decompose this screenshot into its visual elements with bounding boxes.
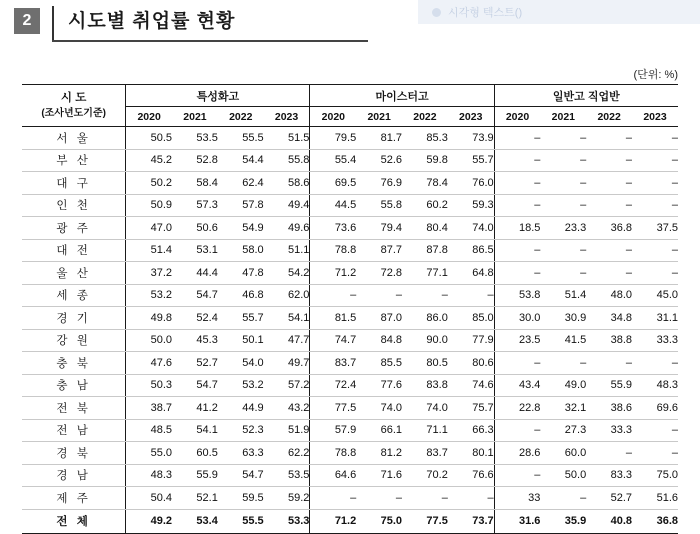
table-cell-value: 80.6 bbox=[448, 352, 494, 375]
table-cell-value: – bbox=[632, 239, 678, 262]
table-cell-value: 76.6 bbox=[448, 464, 494, 487]
table-cell-value-total: 35.9 bbox=[540, 509, 586, 533]
table-row bbox=[22, 127, 678, 150]
table-cell-value: – bbox=[586, 239, 632, 262]
table-cell-value: – bbox=[540, 172, 586, 195]
table-cell-value: 60.5 bbox=[172, 442, 218, 465]
table-cell-value-total: 73.7 bbox=[448, 509, 494, 533]
table-cell-region: 대 전 bbox=[22, 239, 126, 262]
table-cell-value: 50.2 bbox=[126, 172, 172, 195]
table-cell-value: – bbox=[402, 284, 448, 307]
table-row bbox=[22, 374, 678, 397]
table-cell-value: 45.3 bbox=[172, 329, 218, 352]
table-cell-value: 55.9 bbox=[172, 464, 218, 487]
table-cell-value: 90.0 bbox=[402, 329, 448, 352]
table-cell-value: 71.6 bbox=[356, 464, 402, 487]
table-cell-value: 86.0 bbox=[402, 307, 448, 330]
table-cell-value: 50.3 bbox=[126, 374, 172, 397]
table-cell-region: 경 기 bbox=[22, 307, 126, 330]
table-cell-value: 50.4 bbox=[126, 487, 172, 510]
unit-note: (단위: %) bbox=[633, 69, 678, 81]
table-cell-value: 74.6 bbox=[448, 374, 494, 397]
table-cell-region: 충 북 bbox=[22, 352, 126, 375]
table-cell-value: 59.5 bbox=[218, 487, 264, 510]
table-header bbox=[22, 85, 678, 127]
table-cell-value: – bbox=[494, 352, 540, 375]
table-cell-value: – bbox=[540, 239, 586, 262]
table-cell-value: 45.2 bbox=[126, 149, 172, 172]
table-cell-value: – bbox=[494, 239, 540, 262]
table-cell-value: 49.6 bbox=[264, 217, 310, 240]
table-cell-value: 47.7 bbox=[264, 329, 310, 352]
table-cell-value: 32.1 bbox=[540, 397, 586, 420]
table-cell-value: 23.5 bbox=[494, 329, 540, 352]
table-cell-value: 52.3 bbox=[218, 419, 264, 442]
table-row bbox=[22, 149, 678, 172]
table-cell-value: – bbox=[632, 194, 678, 217]
table-cell-value: 81.2 bbox=[356, 442, 402, 465]
table-cell-value: 36.8 bbox=[586, 217, 632, 240]
year-header-meister-2021: 2021 bbox=[356, 107, 402, 127]
table-cell-value: 50.5 bbox=[126, 127, 172, 150]
table-cell-region: 광 주 bbox=[22, 217, 126, 240]
table-cell-value: 52.1 bbox=[172, 487, 218, 510]
table-row bbox=[22, 239, 678, 262]
table-cell-value: 84.8 bbox=[356, 329, 402, 352]
table-cell-value: 54.1 bbox=[172, 419, 218, 442]
table-cell-value: 83.7 bbox=[402, 442, 448, 465]
table-cell-value: 51.4 bbox=[540, 284, 586, 307]
table-cell-value-total: 40.8 bbox=[586, 509, 632, 533]
table-cell-region: 경 북 bbox=[22, 442, 126, 465]
table-cell-value: – bbox=[448, 487, 494, 510]
employment-rate-table-wrap bbox=[22, 84, 678, 534]
table-cell-value: 80.1 bbox=[448, 442, 494, 465]
table-cell-value: 28.6 bbox=[494, 442, 540, 465]
table-cell-value: 64.6 bbox=[310, 464, 356, 487]
table-cell-value: 75.7 bbox=[448, 397, 494, 420]
table-cell-value: – bbox=[586, 172, 632, 195]
table-cell-value: 60.0 bbox=[540, 442, 586, 465]
table-cell-value: – bbox=[494, 172, 540, 195]
table-cell-value-total: 53.3 bbox=[264, 509, 310, 533]
table-cell-value: 45.0 bbox=[632, 284, 678, 307]
table-cell-value: 50.9 bbox=[126, 194, 172, 217]
page-header bbox=[14, 6, 235, 40]
table-cell-value: – bbox=[494, 464, 540, 487]
table-row bbox=[22, 352, 678, 375]
table-cell-value-total: 71.2 bbox=[310, 509, 356, 533]
table-cell-value: 62.4 bbox=[218, 172, 264, 195]
table-cell-value: 43.4 bbox=[494, 374, 540, 397]
column-header-region-line1: 시 도 bbox=[60, 91, 87, 104]
table-cell-value: 33.3 bbox=[586, 419, 632, 442]
table-cell-value: 47.0 bbox=[126, 217, 172, 240]
table-cell-value: 73.6 bbox=[310, 217, 356, 240]
table-row bbox=[22, 464, 678, 487]
year-header-general-2023: 2023 bbox=[632, 107, 678, 127]
table-cell-value: 53.8 bbox=[494, 284, 540, 307]
table-cell-value: – bbox=[448, 284, 494, 307]
table-cell-value: 38.8 bbox=[586, 329, 632, 352]
group-header-meister: 마이스터고 bbox=[310, 85, 494, 107]
table-cell-value: 49.0 bbox=[540, 374, 586, 397]
table-cell-value: 51.5 bbox=[264, 127, 310, 150]
bullet-icon bbox=[432, 8, 441, 17]
table-cell-value: 47.8 bbox=[218, 262, 264, 285]
year-header-meister-2020: 2020 bbox=[310, 107, 356, 127]
table-cell-value: – bbox=[632, 127, 678, 150]
table-cell-value: 87.0 bbox=[356, 307, 402, 330]
table-cell-value: 85.5 bbox=[356, 352, 402, 375]
table-cell-value: 51.6 bbox=[632, 487, 678, 510]
table-cell-value: 53.5 bbox=[264, 464, 310, 487]
table-cell-value: – bbox=[310, 284, 356, 307]
table-cell-value: 69.5 bbox=[310, 172, 356, 195]
table-row bbox=[22, 284, 678, 307]
table-cell-value: 77.5 bbox=[310, 397, 356, 420]
table-cell-value: – bbox=[586, 194, 632, 217]
table-cell-value: 27.3 bbox=[540, 419, 586, 442]
table-cell-value: 53.1 bbox=[172, 239, 218, 262]
table-cell-value: 51.1 bbox=[264, 239, 310, 262]
table-cell-value: – bbox=[540, 352, 586, 375]
table-cell-value: 77.6 bbox=[356, 374, 402, 397]
table-cell-value: – bbox=[494, 149, 540, 172]
year-header-specialized-2023: 2023 bbox=[264, 107, 310, 127]
table-cell-value: 46.8 bbox=[218, 284, 264, 307]
table-cell-value: 55.4 bbox=[310, 149, 356, 172]
table-cell-value: 57.2 bbox=[264, 374, 310, 397]
table-row bbox=[22, 419, 678, 442]
table-cell-value: 58.0 bbox=[218, 239, 264, 262]
table-cell-value: 55.9 bbox=[586, 374, 632, 397]
table-cell-value: 44.5 bbox=[310, 194, 356, 217]
table-cell-value: 70.2 bbox=[402, 464, 448, 487]
table-cell-value: 50.0 bbox=[126, 329, 172, 352]
table-cell-value-total: 36.8 bbox=[632, 509, 678, 533]
table-cell-value: 53.5 bbox=[172, 127, 218, 150]
table-cell-value: 55.7 bbox=[448, 149, 494, 172]
table-cell-value: 52.8 bbox=[172, 149, 218, 172]
table-cell-value: 59.3 bbox=[448, 194, 494, 217]
table-cell-value: 55.7 bbox=[218, 307, 264, 330]
table-cell-value: – bbox=[540, 262, 586, 285]
table-cell-value: 51.4 bbox=[126, 239, 172, 262]
table-cell-region: 세 종 bbox=[22, 284, 126, 307]
table-cell-value-total: 55.5 bbox=[218, 509, 264, 533]
ghost-toolbar-label: 시각형 텍스트() bbox=[448, 7, 523, 19]
year-header-general-2022: 2022 bbox=[586, 107, 632, 127]
table-cell-value: 37.2 bbox=[126, 262, 172, 285]
table-cell-value: 33.3 bbox=[632, 329, 678, 352]
table-cell-value: 53.2 bbox=[126, 284, 172, 307]
table-cell-value: – bbox=[310, 487, 356, 510]
table-cell-value: – bbox=[540, 149, 586, 172]
table-cell-value: 53.2 bbox=[218, 374, 264, 397]
table-cell-value: 48.0 bbox=[586, 284, 632, 307]
table-cell-value-total: 49.2 bbox=[126, 509, 172, 533]
table-cell-region: 전 북 bbox=[22, 397, 126, 420]
year-header-meister-2023: 2023 bbox=[448, 107, 494, 127]
table-cell-value: 78.8 bbox=[310, 239, 356, 262]
table-cell-region: 울 산 bbox=[22, 262, 126, 285]
year-header-specialized-2020: 2020 bbox=[126, 107, 172, 127]
table-cell-value: 43.2 bbox=[264, 397, 310, 420]
table-cell-value: – bbox=[632, 442, 678, 465]
table-cell-value: 71.1 bbox=[402, 419, 448, 442]
table-cell-region: 서 울 bbox=[22, 127, 126, 150]
table-cell-value: 86.5 bbox=[448, 239, 494, 262]
table-cell-value: – bbox=[586, 262, 632, 285]
table-cell-value: – bbox=[586, 149, 632, 172]
table-cell-value: 52.7 bbox=[172, 352, 218, 375]
table-cell-value: 55.8 bbox=[264, 149, 310, 172]
table-cell-value: 54.7 bbox=[172, 284, 218, 307]
year-header-general-2021: 2021 bbox=[540, 107, 586, 127]
table-cell-value: 54.1 bbox=[264, 307, 310, 330]
table-cell-value: 48.3 bbox=[126, 464, 172, 487]
table-cell-value: – bbox=[494, 194, 540, 217]
table-cell-value: 18.5 bbox=[494, 217, 540, 240]
table-cell-value: 38.7 bbox=[126, 397, 172, 420]
table-cell-value: 54.7 bbox=[172, 374, 218, 397]
table-cell-region: 전 남 bbox=[22, 419, 126, 442]
group-header-specialized: 특성화고 bbox=[126, 85, 310, 107]
table-cell-value: 66.1 bbox=[356, 419, 402, 442]
table-cell-value: 58.4 bbox=[172, 172, 218, 195]
table-cell-value: 33 bbox=[494, 487, 540, 510]
table-cell-value: 58.6 bbox=[264, 172, 310, 195]
table-cell-value: 52.6 bbox=[356, 149, 402, 172]
table-cell-region: 부 산 bbox=[22, 149, 126, 172]
table-row bbox=[22, 194, 678, 217]
table-cell-value: 48.3 bbox=[632, 374, 678, 397]
table-cell-value: – bbox=[356, 284, 402, 307]
table-cell-value: 81.5 bbox=[310, 307, 356, 330]
table-cell-value: 31.1 bbox=[632, 307, 678, 330]
table-row bbox=[22, 172, 678, 195]
table-cell-value: 63.3 bbox=[218, 442, 264, 465]
table-body bbox=[22, 127, 678, 534]
column-header-region bbox=[22, 85, 126, 127]
table-cell-value: 52.7 bbox=[586, 487, 632, 510]
table-cell-value: – bbox=[586, 352, 632, 375]
table-cell-value: 85.3 bbox=[402, 127, 448, 150]
table-row bbox=[22, 487, 678, 510]
table-cell-value: 57.8 bbox=[218, 194, 264, 217]
table-cell-value: 47.6 bbox=[126, 352, 172, 375]
table-cell-value: 38.6 bbox=[586, 397, 632, 420]
table-cell-value: 50.6 bbox=[172, 217, 218, 240]
table-cell-value: 79.4 bbox=[356, 217, 402, 240]
table-cell-value: 72.8 bbox=[356, 262, 402, 285]
table-cell-value: 48.5 bbox=[126, 419, 172, 442]
table-cell-value-total: 77.5 bbox=[402, 509, 448, 533]
table-cell-value: 44.4 bbox=[172, 262, 218, 285]
table-cell-value: 80.4 bbox=[402, 217, 448, 240]
table-cell-region: 강 원 bbox=[22, 329, 126, 352]
table-cell-value: – bbox=[402, 487, 448, 510]
table-row bbox=[22, 397, 678, 420]
table-cell-value: 79.5 bbox=[310, 127, 356, 150]
table-cell-value: 74.0 bbox=[402, 397, 448, 420]
table-cell-value: 49.7 bbox=[264, 352, 310, 375]
table-cell-value: 80.5 bbox=[402, 352, 448, 375]
table-cell-value: 41.5 bbox=[540, 329, 586, 352]
table-cell-value: 76.0 bbox=[448, 172, 494, 195]
table-cell-value: 81.7 bbox=[356, 127, 402, 150]
table-cell-value: 74.0 bbox=[356, 397, 402, 420]
table-cell-value-total: 75.0 bbox=[356, 509, 402, 533]
table-cell-value: – bbox=[540, 487, 586, 510]
table-cell-value: – bbox=[632, 172, 678, 195]
table-cell-value: 30.0 bbox=[494, 307, 540, 330]
table-cell-value: 49.8 bbox=[126, 307, 172, 330]
table-cell-value: 76.9 bbox=[356, 172, 402, 195]
table-cell-value: 52.4 bbox=[172, 307, 218, 330]
table-cell-value: 78.8 bbox=[310, 442, 356, 465]
table-cell-value: 60.2 bbox=[402, 194, 448, 217]
table-row bbox=[22, 329, 678, 352]
title-wrap bbox=[52, 6, 235, 40]
table-cell-value: 50.1 bbox=[218, 329, 264, 352]
table-cell-value: – bbox=[356, 487, 402, 510]
table-cell-value: 78.4 bbox=[402, 172, 448, 195]
table-cell-value: – bbox=[586, 127, 632, 150]
table-cell-value: 73.9 bbox=[448, 127, 494, 150]
table-cell-region: 대 구 bbox=[22, 172, 126, 195]
table-cell-value: 87.8 bbox=[402, 239, 448, 262]
table-cell-value: 49.4 bbox=[264, 194, 310, 217]
table-cell-value: 66.3 bbox=[448, 419, 494, 442]
table-cell-value: 77.1 bbox=[402, 262, 448, 285]
table-cell-value: 75.0 bbox=[632, 464, 678, 487]
title-underline bbox=[52, 40, 368, 42]
table-cell-value: – bbox=[632, 419, 678, 442]
table-cell-value: 23.3 bbox=[540, 217, 586, 240]
year-header-specialized-2021: 2021 bbox=[172, 107, 218, 127]
table-cell-value: 55.5 bbox=[218, 127, 264, 150]
table-cell-value: 54.9 bbox=[218, 217, 264, 240]
table-cell-region: 제 주 bbox=[22, 487, 126, 510]
table-cell-value: – bbox=[632, 352, 678, 375]
table-cell-value: 54.4 bbox=[218, 149, 264, 172]
ghost-toolbar bbox=[418, 0, 700, 24]
table-cell-value: 74.0 bbox=[448, 217, 494, 240]
table-cell-value: – bbox=[540, 194, 586, 217]
table-row bbox=[22, 307, 678, 330]
table-cell-value: 51.9 bbox=[264, 419, 310, 442]
table-cell-value: 55.0 bbox=[126, 442, 172, 465]
table-cell-region-total: 전 체 bbox=[22, 509, 126, 533]
chapter-badge: 2 bbox=[14, 8, 40, 34]
table-cell-value: 77.9 bbox=[448, 329, 494, 352]
column-header-region-line2: (조사년도기준) bbox=[41, 107, 106, 119]
table-cell-value: 22.8 bbox=[494, 397, 540, 420]
group-header-general-vocational: 일반고 직업반 bbox=[494, 85, 678, 107]
table-cell-value: – bbox=[632, 262, 678, 285]
table-cell-value: – bbox=[494, 262, 540, 285]
table-cell-value: – bbox=[494, 127, 540, 150]
table-cell-value: 74.7 bbox=[310, 329, 356, 352]
table-cell-value: 83.8 bbox=[402, 374, 448, 397]
table-cell-value: 83.3 bbox=[586, 464, 632, 487]
table-cell-value: – bbox=[586, 442, 632, 465]
table-cell-value: 64.8 bbox=[448, 262, 494, 285]
year-header-general-2020: 2020 bbox=[494, 107, 540, 127]
table-cell-value: 83.7 bbox=[310, 352, 356, 375]
table-cell-value: 85.0 bbox=[448, 307, 494, 330]
table-row bbox=[22, 442, 678, 465]
year-header-meister-2022: 2022 bbox=[402, 107, 448, 127]
table-cell-value: 59.2 bbox=[264, 487, 310, 510]
table-total-row bbox=[22, 509, 678, 533]
year-header-specialized-2022: 2022 bbox=[218, 107, 264, 127]
table-cell-value: – bbox=[540, 127, 586, 150]
table-cell-value: 59.8 bbox=[402, 149, 448, 172]
table-cell-value: 57.9 bbox=[310, 419, 356, 442]
table-cell-value: 87.7 bbox=[356, 239, 402, 262]
table-cell-value: 69.6 bbox=[632, 397, 678, 420]
table-cell-value: 57.3 bbox=[172, 194, 218, 217]
table-cell-value-total: 31.6 bbox=[494, 509, 540, 533]
page-title: 시도별 취업률 현황 bbox=[68, 11, 236, 32]
table-cell-value: 54.2 bbox=[264, 262, 310, 285]
table-cell-value: 37.5 bbox=[632, 217, 678, 240]
table-row bbox=[22, 217, 678, 240]
table-cell-value: – bbox=[632, 149, 678, 172]
table-cell-value: 62.0 bbox=[264, 284, 310, 307]
table-cell-region: 인 천 bbox=[22, 194, 126, 217]
table-row bbox=[22, 262, 678, 285]
employment-rate-table bbox=[22, 84, 678, 534]
table-cell-value: 41.2 bbox=[172, 397, 218, 420]
table-cell-value: 55.8 bbox=[356, 194, 402, 217]
table-cell-value: 34.8 bbox=[586, 307, 632, 330]
table-cell-value: 44.9 bbox=[218, 397, 264, 420]
table-cell-value: 62.2 bbox=[264, 442, 310, 465]
table-header-group-row bbox=[22, 85, 678, 107]
table-cell-value: 30.9 bbox=[540, 307, 586, 330]
table-cell-region: 경 남 bbox=[22, 464, 126, 487]
table-cell-value: 71.2 bbox=[310, 262, 356, 285]
table-cell-value: 54.7 bbox=[218, 464, 264, 487]
table-cell-region: 충 남 bbox=[22, 374, 126, 397]
table-cell-value: 72.4 bbox=[310, 374, 356, 397]
table-cell-value-total: 53.4 bbox=[172, 509, 218, 533]
table-cell-value: 50.0 bbox=[540, 464, 586, 487]
table-cell-value: – bbox=[494, 419, 540, 442]
table-cell-value: 54.0 bbox=[218, 352, 264, 375]
